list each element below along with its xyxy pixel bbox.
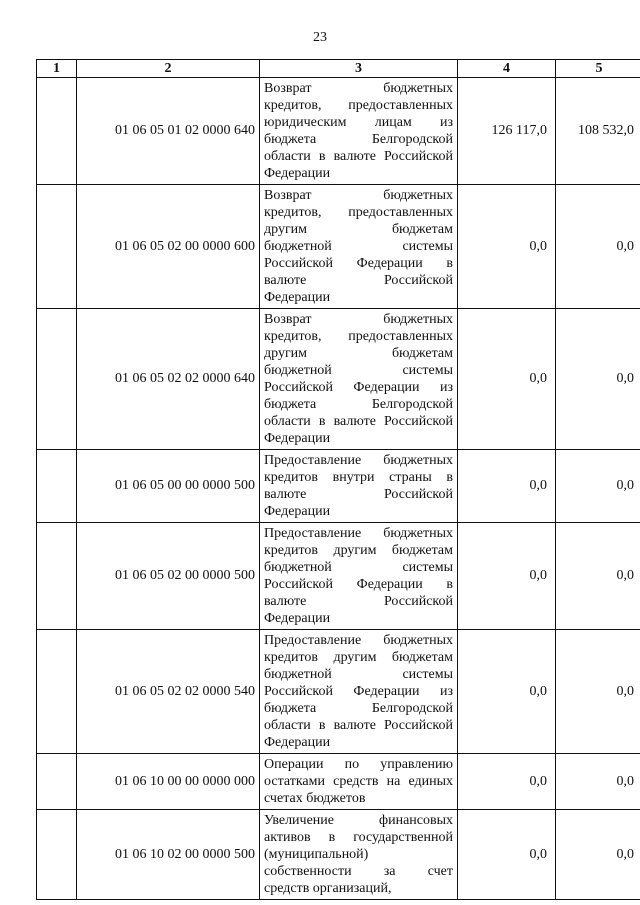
- column-header-3: 3: [260, 60, 458, 78]
- column-header-5: 5: [556, 60, 640, 78]
- description-line: Увеличение финансовых: [264, 813, 453, 828]
- description-line: бюджета Белгородской: [264, 132, 453, 147]
- budget-sources-table: [36, 59, 640, 900]
- cell-row-number: [37, 450, 77, 523]
- cell-row-number: [37, 185, 77, 309]
- cell-description: [260, 309, 458, 450]
- description-line: Предоставление бюджетных: [264, 633, 453, 648]
- column-header-1: 1: [37, 60, 77, 78]
- page-number: 23: [313, 30, 327, 45]
- description-line: кредитов, предоставленных: [264, 205, 453, 220]
- cell-value-col4: 0,0: [458, 810, 556, 900]
- cell-description: [260, 185, 458, 309]
- description-line: Предоставление бюджетных: [264, 526, 453, 541]
- description-line: бюджета Белгородской: [264, 397, 453, 412]
- cell-value-col4: 126 117,0: [458, 78, 556, 185]
- cell-value-col5: 0,0: [556, 523, 640, 630]
- description-line: бюджетной системы: [264, 667, 453, 682]
- table-row: [37, 523, 640, 630]
- description-line: Федерации: [264, 431, 331, 446]
- description-line: другим бюджетам: [264, 346, 453, 361]
- cell-budget-code: 01 06 10 00 00 0000 000: [77, 754, 260, 810]
- description-line: Российской Федерации в: [264, 256, 453, 271]
- table-row: [37, 185, 640, 309]
- description-line: бюджетной системы: [264, 363, 453, 378]
- description-line: (муниципальной): [264, 847, 369, 862]
- description-line: Операции по управлению: [264, 757, 453, 772]
- description-line: бюджетной системы: [264, 239, 453, 254]
- description-line: бюджетной системы: [264, 560, 453, 575]
- description-line: Федерации: [264, 735, 331, 750]
- description-line: области в валюте Российской: [264, 718, 453, 733]
- cell-budget-code: 01 06 05 00 00 0000 500: [77, 450, 260, 523]
- cell-value-col4: 0,0: [458, 185, 556, 309]
- description-line: кредитов внутри страны в: [264, 470, 453, 485]
- cell-row-number: [37, 810, 77, 900]
- cell-value-col5: 0,0: [556, 309, 640, 450]
- cell-row-number: [37, 309, 77, 450]
- column-header-4: 4: [458, 60, 556, 78]
- description-line: Российской Федерации из: [264, 684, 453, 699]
- cell-budget-code: 01 06 05 02 00 0000 600: [77, 185, 260, 309]
- cell-value-col5: 0,0: [556, 450, 640, 523]
- description-line: Федерации: [264, 504, 331, 519]
- description-line: кредитов другим бюджетам: [264, 543, 453, 558]
- cell-row-number: [37, 630, 77, 754]
- description-line: Возврат бюджетных: [264, 81, 453, 96]
- cell-budget-code: 01 06 05 02 02 0000 540: [77, 630, 260, 754]
- description-line: счетах бюджетов: [264, 791, 366, 806]
- description-line: Федерации: [264, 611, 331, 626]
- cell-row-number: [37, 523, 77, 630]
- cell-row-number: [37, 754, 77, 810]
- table-row: [37, 309, 640, 450]
- column-header-2: 2: [77, 60, 260, 78]
- table-body: [37, 78, 640, 900]
- cell-value-col5: 0,0: [556, 754, 640, 810]
- table-row: [37, 78, 640, 185]
- description-line: собственности за счет: [264, 864, 453, 879]
- description-line: Российской Федерации в: [264, 577, 453, 592]
- cell-value-col4: 0,0: [458, 754, 556, 810]
- description-line: области в валюте Российской: [264, 149, 453, 164]
- cell-budget-code: 01 06 05 02 02 0000 640: [77, 309, 260, 450]
- cell-value-col5: 0,0: [556, 630, 640, 754]
- description-line: Федерации: [264, 290, 331, 305]
- table-row: [37, 450, 640, 523]
- cell-budget-code: 01 06 10 02 00 0000 500: [77, 810, 260, 900]
- description-line: Возврат бюджетных: [264, 188, 453, 203]
- description-line: валюте Российской: [264, 273, 453, 288]
- cell-description: [260, 630, 458, 754]
- cell-row-number: [37, 78, 77, 185]
- description-line: другим бюджетам: [264, 222, 453, 237]
- description-line: средств организаций,: [264, 881, 392, 896]
- description-line: активов в государственной: [264, 830, 453, 845]
- description-line: остатками средств на единых: [264, 774, 453, 789]
- cell-description: [260, 78, 458, 185]
- cell-value-col4: 0,0: [458, 309, 556, 450]
- description-line: Федерации: [264, 166, 331, 181]
- description-line: кредитов, предоставленных: [264, 329, 453, 344]
- description-line: юридическим лицам из: [264, 115, 453, 130]
- cell-budget-code: 01 06 05 02 00 0000 500: [77, 523, 260, 630]
- table-row: [37, 810, 640, 900]
- cell-value-col4: 0,0: [458, 523, 556, 630]
- cell-value-col5: 108 532,0: [556, 78, 640, 185]
- cell-description: [260, 450, 458, 523]
- description-line: области в валюте Российской: [264, 414, 453, 429]
- description-line: кредитов другим бюджетам: [264, 650, 453, 665]
- table-row: [37, 754, 640, 810]
- cell-value-col5: 0,0: [556, 185, 640, 309]
- cell-description: [260, 810, 458, 900]
- description-line: валюте Российской: [264, 594, 453, 609]
- description-line: кредитов, предоставленных: [264, 98, 453, 113]
- cell-description: [260, 754, 458, 810]
- cell-value-col4: 0,0: [458, 630, 556, 754]
- cell-description: [260, 523, 458, 630]
- cell-value-col4: 0,0: [458, 450, 556, 523]
- header-row: [37, 60, 640, 78]
- cell-value-col5: 0,0: [556, 810, 640, 900]
- table-row: [37, 630, 640, 754]
- description-line: Предоставление бюджетных: [264, 453, 453, 468]
- description-line: Российской Федерации из: [264, 380, 453, 395]
- description-line: Возврат бюджетных: [264, 312, 453, 327]
- description-line: бюджета Белгородской: [264, 701, 453, 716]
- cell-budget-code: 01 06 05 01 02 0000 640: [77, 78, 260, 185]
- description-line: валюте Российской: [264, 487, 453, 502]
